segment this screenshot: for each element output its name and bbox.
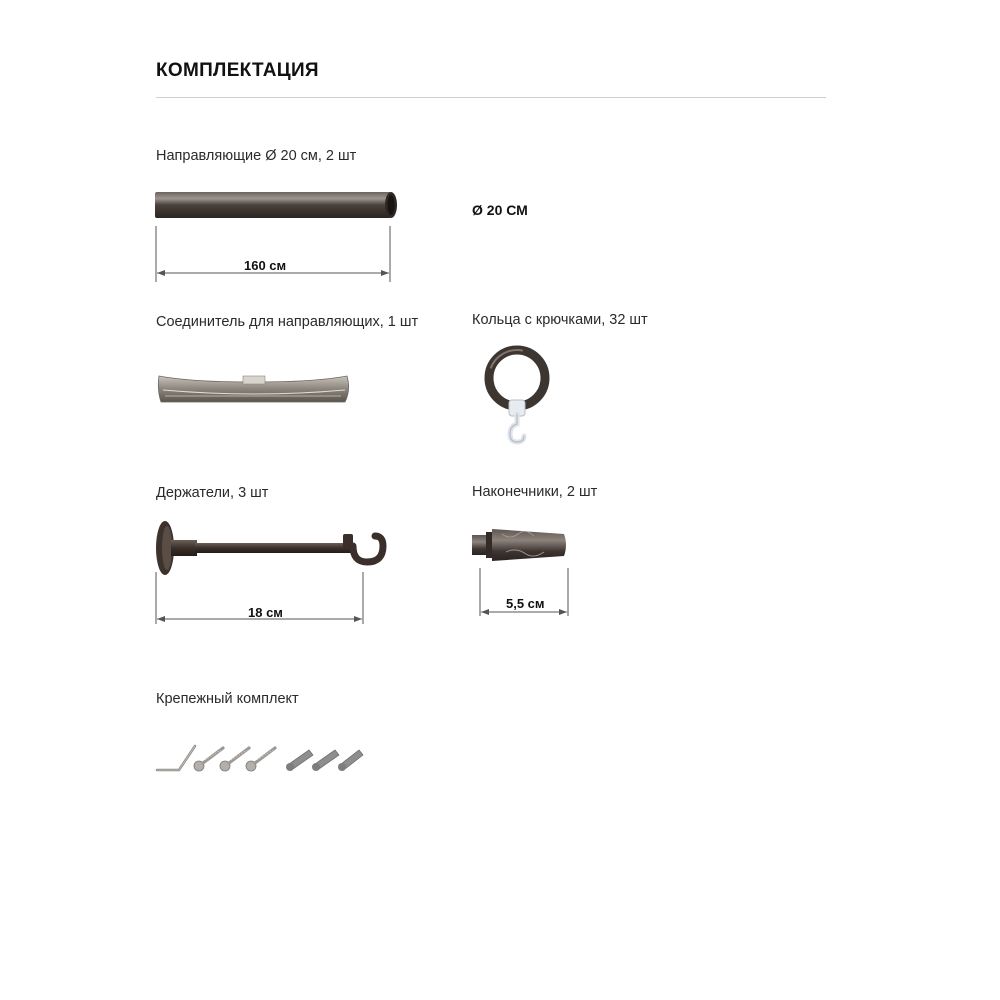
rail-length-dimension: 160 см: [244, 258, 287, 273]
rail-diameter-dimension: Ø 20 СМ: [472, 202, 528, 218]
title-divider: [156, 97, 826, 98]
holder-dimension-line: [155, 572, 370, 632]
rings-label: Кольца с крючками, 32 шт: [472, 312, 648, 328]
finial-image: [472, 526, 572, 566]
fasteners-label: Крепежный комплект: [156, 691, 299, 707]
fastener-kit-image: [155, 740, 365, 780]
rail-image: [155, 190, 400, 220]
connector-image: [155, 368, 355, 408]
holders-label: Держатели, 3 шт: [156, 485, 269, 501]
rail-dimension-line: [155, 226, 395, 286]
holder-length-dimension: 18 см: [248, 605, 283, 620]
finial-length-dimension: 5,5 см: [506, 596, 545, 611]
page-title: КОМПЛЕКТАЦИЯ: [156, 60, 319, 81]
ring-with-hook-image: [482, 340, 552, 450]
holder-bracket-image: [155, 518, 390, 578]
finials-label: Наконечники, 2 шт: [472, 484, 598, 500]
connector-label: Соединитель для направляющих, 1 шт: [156, 314, 419, 330]
rails-label: Направляющие Ø 20 см, 2 шт: [156, 148, 357, 164]
